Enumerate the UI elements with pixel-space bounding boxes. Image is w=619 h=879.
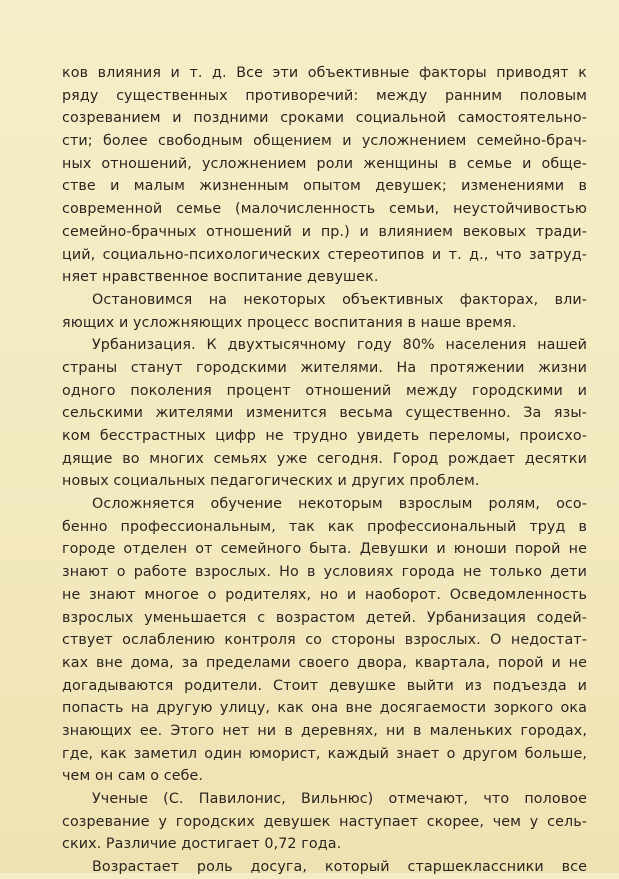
text-line: няет нравственное воспитание девушек. xyxy=(62,269,379,286)
text-line: Урбанизация. К двухтысячному году 80% населения нашей xyxy=(92,337,587,354)
text-line: Возрастает роль досуга, который старшеклассники все xyxy=(92,859,587,876)
text-line: созревание у городских девушек наступает скорее, чем у сель- xyxy=(62,813,587,830)
paragraph-6 xyxy=(62,856,587,879)
text-line: одного поколения процент отношений между городскими и xyxy=(62,382,587,399)
paragraph-4 xyxy=(62,493,587,788)
paragraph-2 xyxy=(62,289,587,334)
text-line: Остановимся на некоторых объективных факторах, вли- xyxy=(92,291,587,308)
text-line: стве и малым жизненным опытом девушек; изменениями в xyxy=(62,178,587,195)
text-line: попасть на другую улицу, как она вне досягаемости зоркого ока xyxy=(62,700,587,717)
paragraph-1 xyxy=(62,62,587,289)
text-line: сельскими жителями изменится весьма существенно. За язы- xyxy=(62,405,587,422)
text-line: ных отношений, усложнением роли женщины в семье и обще- xyxy=(62,155,587,172)
paragraph-3 xyxy=(62,334,587,493)
page-text xyxy=(62,62,587,879)
text-line: знают о работе взрослых. Но в условиях города не только дети xyxy=(62,564,587,581)
paragraph-5 xyxy=(62,788,587,856)
text-line: ствует ослаблению контроля со стороны взрослых. О недостат- xyxy=(62,632,587,649)
text-line: ций, социально-психологических стереотипов и т. д., что затруд- xyxy=(62,246,587,263)
text-line: семейно-брачных отношений и пр.) и влиянием вековых тради- xyxy=(62,223,587,240)
text-line: яющих и усложняющих процесс воспитания в наше время. xyxy=(62,314,517,331)
text-line: бенно профессиональным, так как профессиональный труд в xyxy=(62,518,587,535)
text-line: ских. Различие достигает 0,72 года. xyxy=(62,836,342,853)
text-line: дящие во многих семьях уже сегодня. Город рождает десятки xyxy=(62,450,587,467)
text-line: новых социальных педагогических и других проблем. xyxy=(62,473,480,490)
text-line: где, как заметил один юморист, каждый знает о другом больше, xyxy=(62,745,587,762)
text-line: чем он сам о себе. xyxy=(62,768,204,785)
text-line: знающих ее. Этого нет ни в деревнях, ни в маленьких городах, xyxy=(62,722,587,739)
text-line: взрослых уменьшается с возрастом детей. Урбанизация содей- xyxy=(62,609,587,626)
text-line: Ученые (С. Павилонис, Вильнюс) отмечают, что половое xyxy=(92,791,587,807)
text-line: ком бесстрастных цифр не трудно увидеть переломы, происхо- xyxy=(62,428,587,444)
text-line: Осложняется обучение некоторым взрослым ролям, осо- xyxy=(92,496,587,513)
text-line: ряду существенных противоречий: между ранним половым xyxy=(62,87,587,104)
text-line: городе отделен от семейного быта. Девушки и юноши порой не xyxy=(62,541,587,558)
text-line: сти; более свободным общением и усложнением семейно-брач- xyxy=(62,133,587,150)
text-line: ках вне дома, за пределами своего двора, квартала, порой и не xyxy=(62,654,587,671)
text-line: догадываются родители. Стоит девушке выйти из подъезда и xyxy=(62,677,587,694)
text-line: страны станут городскими жителями. На протяжении жизни xyxy=(62,359,587,376)
text-line: современной семье (малочисленность семьи, неустойчивостью xyxy=(62,201,587,218)
text-line: ков влияния и т. д. Все эти объективные факторы приводят к xyxy=(62,65,587,81)
text-line: не знают многое о родителях, но и наоборот. Осведомленность xyxy=(62,586,587,603)
text-line: созреванием и поздними сроками социальной самостоятельно- xyxy=(62,110,587,127)
